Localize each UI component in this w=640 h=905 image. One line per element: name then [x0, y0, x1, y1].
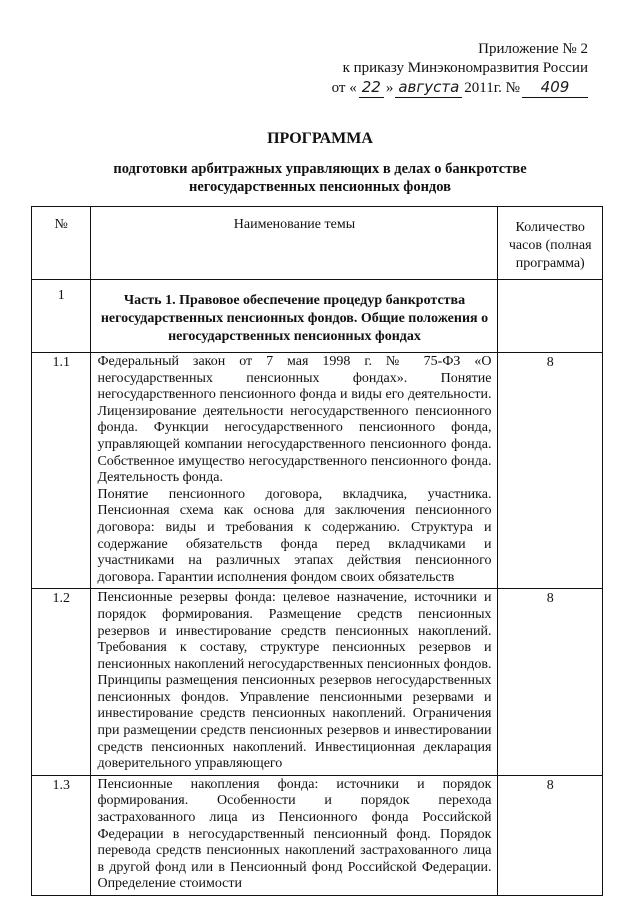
- annex-header: [332, 40, 588, 98]
- year-number-label: 2011г. №: [464, 80, 520, 96]
- row-hours: [498, 280, 603, 353]
- row-topic-paragraph: Понятие пенсионного договора, вкладчика, участника. Пенсионная схема как основа для заключения пенсионного договора: виды и требования к содержанию. Структура и содержание обязательств фонда перед вкладчиками и участниками на различных этапах действия пенсионного договора. Гарантии исполнения фондом своих обязательств: [97, 486, 492, 585]
- header-hours: Количество часов (полная программа): [498, 207, 603, 280]
- table-row: [32, 353, 603, 589]
- row-hours: 8: [498, 589, 603, 776]
- table-row: [32, 280, 603, 353]
- table-row: [32, 775, 603, 895]
- row-hours: 8: [498, 353, 603, 589]
- date-prefix: от «: [331, 80, 357, 96]
- row-num: 1: [32, 280, 91, 353]
- row-num: 1.3: [32, 775, 91, 895]
- header-num: №: [32, 207, 91, 280]
- row-topic: Пенсионные накопления фонда: источники и порядок формирования. Особенности и порядок перехода застрахованного лица из Пенсионного фонда Российской Федерации в негосударственный пенсионный фонд. Порядок перевода средств пенсионных накоплений застрахованного лица в другой фонд или в Пенсионный фонд Российской Федерации. Определение стоимости: [91, 775, 498, 895]
- row-hours: 8: [498, 775, 603, 895]
- row-topic: [91, 353, 498, 589]
- handwritten-order-number: 409: [522, 78, 588, 98]
- row-num: 1.2: [32, 589, 91, 776]
- row-topic: Часть 1. Правовое обеспечение процедур банкротства негосударственных пенсионных фондов. Общие положения о негосударственных пенсионных фондах: [91, 280, 498, 353]
- program-table: [31, 206, 603, 896]
- table-row: [32, 589, 603, 776]
- annex-number: Приложение № 2: [478, 41, 588, 57]
- date-quote: »: [385, 80, 394, 96]
- row-topic-paragraph: Федеральный закон от 7 мая 1998 г. № 75-ФЗ «О негосударственных пенсионных фондах». Понятие негосударственного пенсионного фонда и виды его деятельности. Лицензирование деятельности негосударственного пенсионного фонда. Функции негосударственного пенсионного фонда, управляющей компании негосударственного пенсионного фонда. Собственное имущество негосударственного пенсионного фонда. Деятельность фонда.: [97, 354, 492, 486]
- handwritten-month: августа: [395, 78, 462, 98]
- row-num: 1.1: [32, 353, 91, 589]
- table-header-row: [32, 207, 603, 280]
- handwritten-day: 22: [359, 78, 384, 98]
- document-subtitle: подготовки арбитражных управляющих в делах о банкротстве негосударственных пенсионных фондов: [113, 161, 527, 195]
- annex-order-ref: к приказу Минэкономразвития России: [342, 60, 588, 76]
- annex-date-line: [332, 78, 588, 98]
- row-topic: Пенсионные резервы фонда: целевое назначение, источники и порядок формирования. Размещение средств пенсионных резервов и инвестирование средств пенсионных накоплений. Требования к составу, структуре пенсионных резервов и пенсионных накоплений негосударственных пенсионных фондов. Принципы размещения пенсионных резервов негосударственных пенсионных фондов. Управление пенсионными резервами и инвестирование средств пенсионных накоплений. Ограничения при размещении средств пенсионных резервов и инвестировании средств пенсионных накоплений. Инвестиционная декларация доверительного управляющего: [91, 589, 498, 776]
- document-title: ПРОГРАММА: [267, 130, 373, 147]
- header-topic: Наименование темы: [91, 207, 498, 280]
